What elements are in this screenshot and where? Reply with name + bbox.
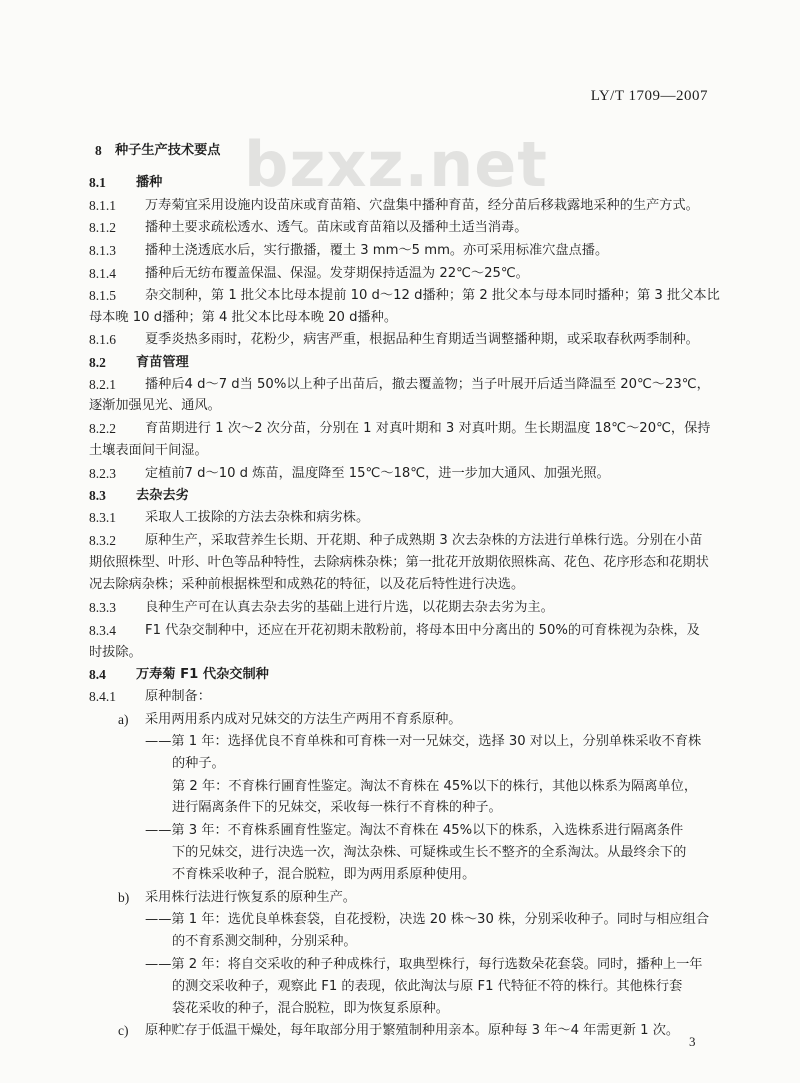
- clause-text: 袋花采收的种子，混合脱粒，即为恢复系原种。: [172, 1001, 449, 1016]
- clause-text: ——第 1 年：选优良单株套袋，自花授粉，决选 20 株～30 株，分别采收种子。同时与相应组合: [145, 912, 710, 927]
- clause-number: 8.3: [89, 488, 106, 503]
- clause-number: 8.1.1: [89, 198, 116, 213]
- clause-number: 8.1.5: [89, 288, 116, 303]
- clause-number: 8.4.1: [89, 689, 116, 704]
- clause-text: 不育株采收种子，混合脱粒，即为两用系原种使用。: [172, 867, 476, 882]
- clause-number: 8.3.3: [89, 600, 116, 615]
- clause-number: 8.3.1: [89, 510, 116, 525]
- clause-number: 8.1.6: [89, 332, 116, 347]
- clause-text: 采用两用系内成对兄妹交的方法生产两用不育系原种。: [145, 712, 462, 727]
- clause-text: ——第 2 年：将自交采收的种子种成株行，取典型株行，每行选数朵花套袋。同时，播种上一年: [145, 957, 703, 972]
- clause-number: 8.2.2: [89, 421, 116, 436]
- section-heading: 育苗管理: [136, 355, 189, 370]
- clause-text: 第 2 年：不育株行圃育性鉴定。淘汰不育株在 45%以下的株行，其他以株系为隔离单位，: [172, 779, 698, 794]
- clause-text: 原种制备：: [145, 689, 211, 704]
- clause-text: 原种生产，采取营养生长期、开花期、种子成熟期 3 次去杂株的方法进行单株行选。分别在小苗: [145, 533, 703, 548]
- clause-text: 采用株行法进行恢复系的原种生产。: [145, 890, 356, 905]
- clause-text: 良种生产可在认真去杂去劣的基础上进行片选，以花期去杂去劣为主。: [145, 600, 554, 615]
- clause-number: 8.1.4: [89, 266, 116, 281]
- clause-text: 播种后无纺布覆盖保温、保湿。发芽期保持适温为 22℃～25℃。: [145, 266, 529, 281]
- clause-number: 8: [95, 143, 102, 158]
- clause-number: 8.2.1: [89, 377, 116, 392]
- clause-number: c): [118, 1023, 129, 1038]
- clause-text: 采取人工拔除的方法去杂株和病劣株。: [145, 510, 370, 525]
- clause-text: 夏季炎热多雨时，花粉少，病害严重，根据品种生育期适当调整播种期，或采取春秋两季制种。: [145, 332, 699, 347]
- clause-text: 播种土要求疏松透水、透气。苗床或育苗箱以及播种土适当消毒。: [145, 220, 528, 235]
- page-number: 3: [689, 1034, 696, 1049]
- clause-number: 8.1.3: [89, 243, 116, 258]
- clause-number: 8.3.2: [89, 533, 116, 548]
- clause-number: 8.1.2: [89, 220, 116, 235]
- clause-text: 的测交采收种子，观察此 F1 的表现，依此淘汰与原 F1 代特征不符的株行。其他株行套: [172, 979, 683, 994]
- clause-text: 逐渐加强见光、通风。: [89, 398, 221, 413]
- clause-text: F1 代杂交制种中，还应在开花初期未散粉前，将母本田中分离出的 50%的可育株视为杂株，及: [145, 623, 700, 638]
- clause-text: 下的兄妹交，进行决选一次，淘汰杂株、可疑株或生长不整齐的全系淘汰。从最终余下的: [172, 845, 687, 860]
- clause-text: 播种后4 d～7 d当 50%以上种子出苗后，撤去覆盖物；当子叶展开后适当降温至 20℃～23℃，: [145, 377, 710, 392]
- clause-text: 时拔除。: [89, 645, 142, 660]
- clause-number: 8.3.4: [89, 623, 116, 638]
- section-heading: 播种: [136, 175, 163, 190]
- clause-text: 期依照株型、叶形、叶色等品种特性，去除病株杂株；第一批花开放期依照株高、花色、花序形态和花期状: [89, 555, 709, 570]
- clause-text: 育苗期进行 1 次～2 次分苗，分别在 1 对真叶期和 3 对真叶期。生长期温度 18℃～20℃，保持: [145, 421, 711, 436]
- clause-text: 土壤表面间干间湿。: [89, 443, 208, 458]
- section-heading: 去杂去劣: [136, 488, 189, 503]
- section-heading: 万寿菊 F1 代杂交制种: [136, 667, 269, 682]
- clause-text: ——第 1 年：选择优良不育单株和可育株一对一兄妹交，选择 30 对以上，分别单株采收不育株: [145, 734, 702, 749]
- section-heading: 种子生产技术要点: [115, 143, 221, 158]
- clause-text: 况去除病杂株；采种前根据株型和成熟花的特征，以及花后特性进行决选。: [89, 577, 525, 592]
- clause-text: 进行隔离条件下的兄妹交，采收每一株行不育株的种子。: [172, 800, 502, 815]
- clause-number: b): [118, 890, 130, 905]
- clause-number: a): [118, 712, 129, 727]
- clause-text: 万寿菊宜采用设施内设苗床或育苗箱、穴盘集中播种育苗，经分苗后移栽露地采种的生产方式。: [145, 198, 699, 213]
- clause-number: 8.2: [89, 355, 106, 370]
- clause-number: 8.1: [89, 175, 106, 190]
- clause-text: ——第 3 年：不育株系圃育性鉴定。淘汰不育株在 45%以下的株系，入选株系进行隔离条件: [145, 823, 684, 838]
- standard-number: LY/T 1709—2007: [590, 88, 708, 104]
- clause-text: 播种土浇透底水后，实行撒播，覆土 3 mm～5 mm。亦可采用标准穴盘点播。: [145, 243, 609, 258]
- clause-text: 母本晚 10 d播种；第 4 批父本比母本晚 20 d播种。: [89, 310, 398, 325]
- watermark: bzxz.net: [244, 128, 548, 201]
- clause-text: 的种子。: [172, 756, 225, 771]
- clause-text: 的不育系测交制种，分别采种。: [172, 934, 357, 949]
- clause-number: 8.2.3: [89, 466, 116, 481]
- clause-number: 8.4: [89, 667, 106, 682]
- clause-text: 定植前7 d～10 d 炼苗，温度降至 15℃～18℃，进一步加大通风、加强光照。: [145, 466, 610, 481]
- clause-text: 原种贮存于低温干燥处，每年取部分用于繁殖制种用亲本。原种每 3 年～4 年需更新 1 次。: [145, 1023, 680, 1038]
- clause-text: 杂交制种，第 1 批父本比母本提前 10 d～12 d播种；第 2 批父本与母本同时播种；第 3 批父本比: [145, 288, 720, 303]
